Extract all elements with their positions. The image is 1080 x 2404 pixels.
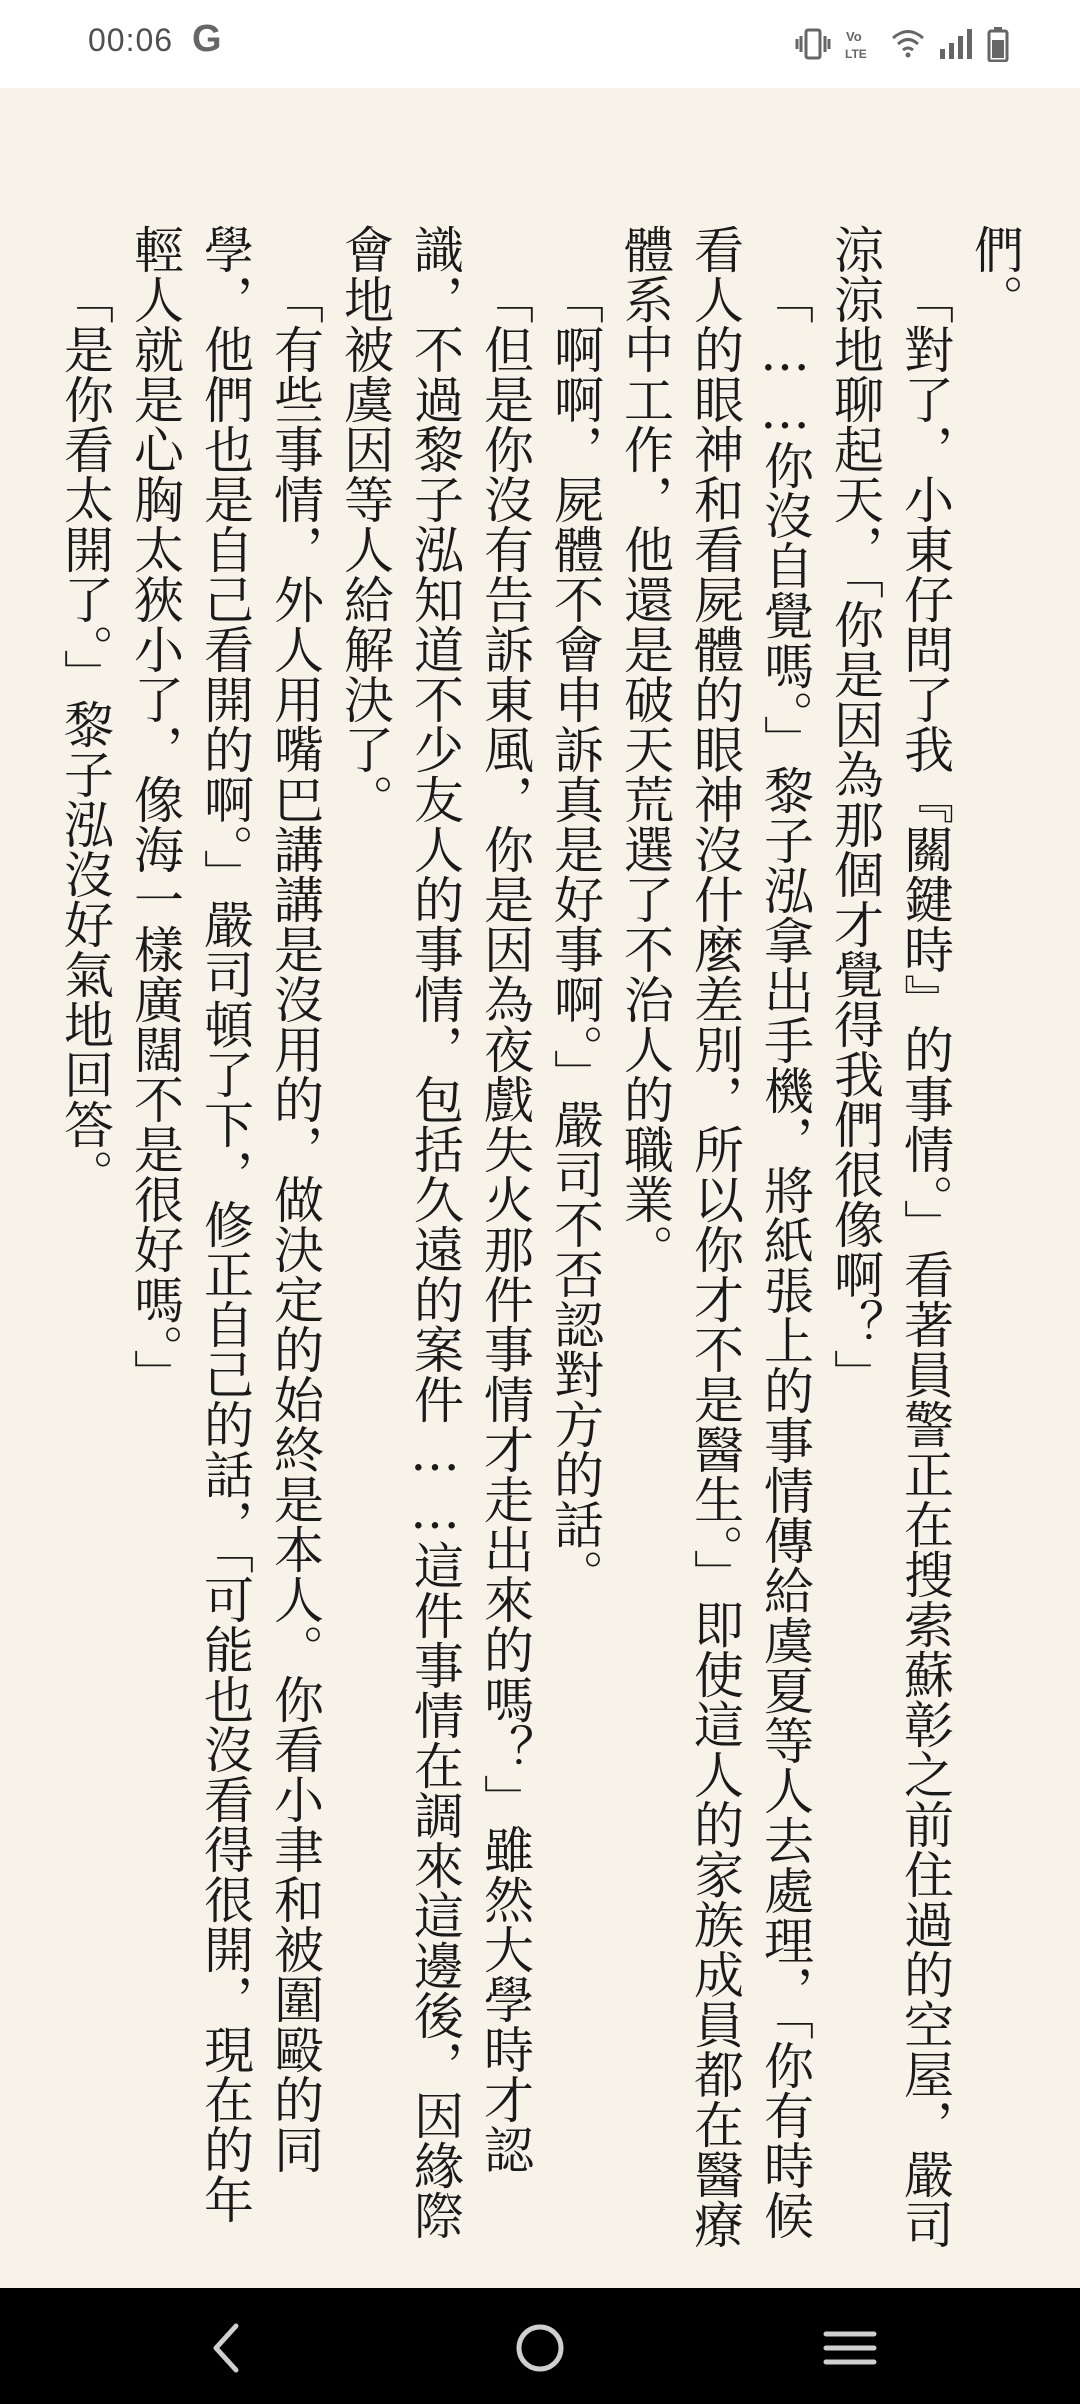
- reader-page[interactable]: [0, 88, 1080, 2288]
- google-indicator-icon: G: [192, 18, 222, 60]
- svg-text:LTE: LTE: [845, 47, 867, 61]
- book-text: [50, 224, 1030, 2264]
- menu-icon[interactable]: [820, 2318, 880, 2378]
- wifi-icon: [890, 27, 926, 61]
- signal-icon: [938, 27, 974, 61]
- paragraph: 「是你看太開了。」黎子泓沒好氣地回答。: [56, 274, 114, 1199]
- navigation-bar: [0, 2288, 1080, 2404]
- paragraph: 「……你沒自覺嗎。」黎子泓拿出手機，將紙張上的事情傳給虞夏等人去處理，「你有時候看人的眼神和看屍體的眼神沒什麼差別，所以你才不是醫生。」即使這人的家族成員都在醫療體系中工作，他還是破天荒選了不治人的職業。: [616, 224, 814, 2249]
- paragraph: 「但是你沒有告訴東風，你是因為夜戲失火那件事情才走出來的嗎？」雖然大學時才認識，不過黎子泓知道不少友人的事情，包括久遠的案件……這件事情在調來這邊後，因緣際會地被虞因等人給解決了。: [336, 224, 534, 2240]
- status-icons: [794, 22, 1010, 66]
- status-time: 00:06: [88, 22, 174, 58]
- svg-text:Vo: Vo: [846, 29, 862, 44]
- battery-icon: [986, 26, 1010, 62]
- paragraph: 「對了，小東仔問了我『關鍵時』的事情。」看著員警正在搜索蘇彰之前住過的空屋，嚴司涼涼地聊起天，「你是因為那個才覺得我們很像啊？」: [826, 224, 954, 2249]
- home-icon[interactable]: [510, 2318, 570, 2378]
- vibrate-icon: [794, 27, 832, 61]
- paragraph: 們。: [966, 224, 1024, 324]
- paragraph: 「有些事情，外人用嘴巴講講是沒用的，做決定的始終是本人。你看小聿和被圍毆的同學，他們也是自己看開的啊。」嚴司頓了下，修正自己的話，「可能也沒看得很開，現在的年輕人就是心胸太狹小了，像海一樣廣闊不是很好嗎。」: [126, 224, 324, 2224]
- back-icon[interactable]: [198, 2318, 258, 2378]
- volte-icon: [844, 27, 878, 61]
- status-bar: [0, 0, 1080, 88]
- paragraph: 「啊啊，屍體不會申訴真是好事啊。」嚴司不否認對方的話。: [546, 274, 604, 1599]
